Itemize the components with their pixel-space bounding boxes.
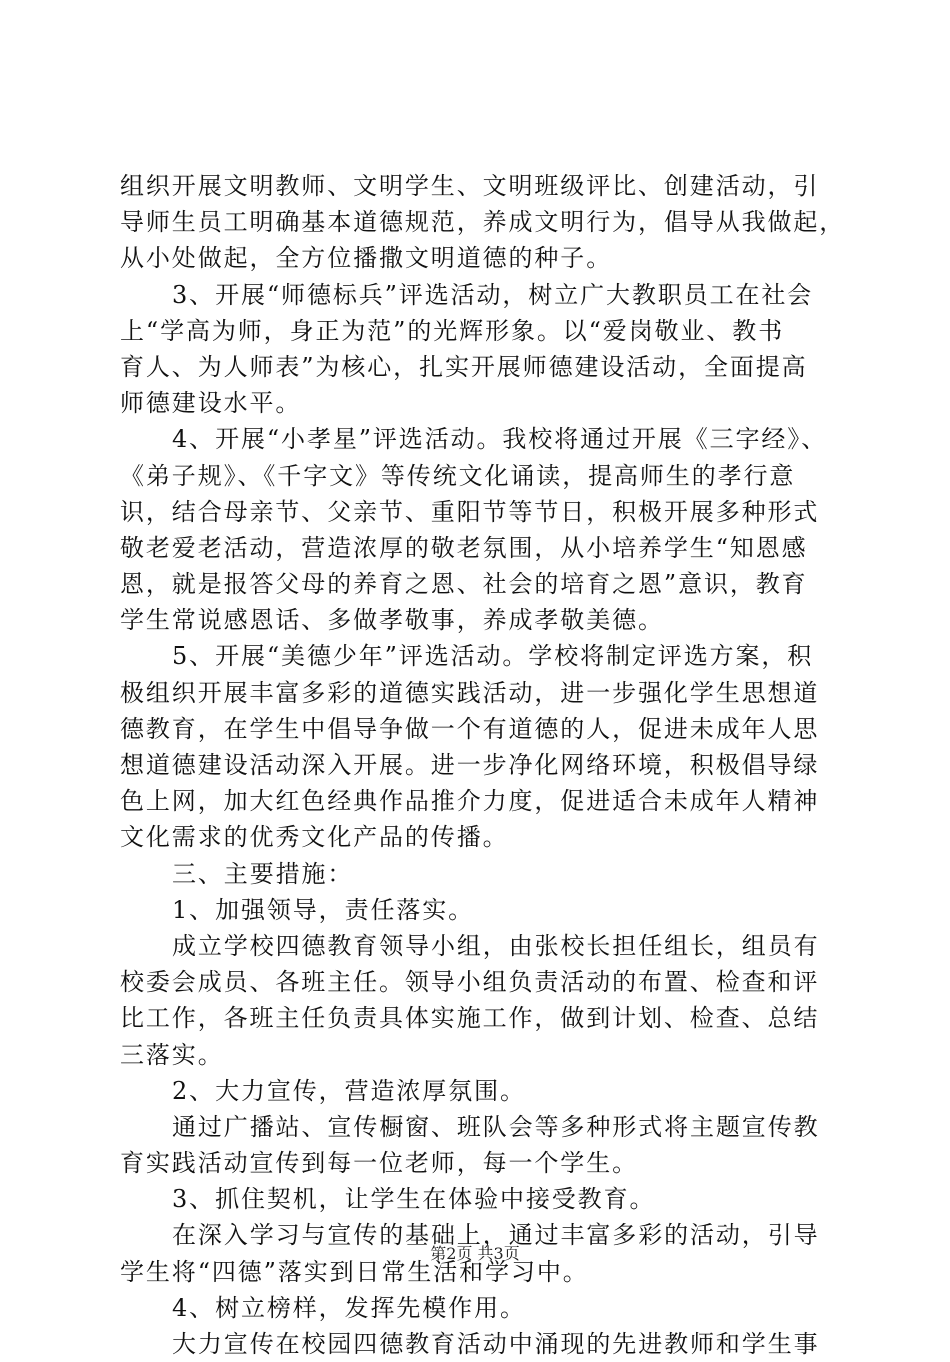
text-line: 2、大力宣传，营造浓厚氛围。 bbox=[172, 1076, 526, 1105]
text-line: 育人、为人师表”为核心，扎实开展师德建设活动，全面提高 bbox=[120, 352, 808, 381]
text-line: 师德建设水平。 bbox=[120, 389, 302, 418]
document-body bbox=[120, 168, 846, 1362]
text-line: 德教育，在学生中倡导争做一个有道德的人，促进未成年人思 bbox=[120, 714, 820, 743]
text-line: 上“学高为师，身正为范”的光辉形象。以“爱岗敬业、教书 bbox=[120, 316, 785, 345]
text-line: 比工作，各班主任负责具体实施工作，做到计划、检查、总结 bbox=[120, 1004, 820, 1033]
text-line: 三、主要措施： bbox=[172, 859, 354, 888]
text-line: 极组织开展丰富多彩的道德实践活动，进一步强化学生思想道 bbox=[120, 678, 820, 707]
text-line: 色上网，加大红色经典作品推介力度，促进适合未成年人精神 bbox=[120, 787, 820, 816]
text-line: 校委会成员、各班主任。领导小组负责活动的布置、检查和评 bbox=[120, 968, 820, 997]
text-line: 学生常说感恩话、多做孝敬事，养成孝敬美德。 bbox=[120, 606, 664, 635]
text-line: 通过广播站、宣传橱窗、班队会等多种形式将主题宣传教 bbox=[172, 1112, 820, 1141]
text-line: 4、树立榜样，发挥先模作用。 bbox=[172, 1293, 526, 1322]
text-line: 敬老爱老活动，营造浓厚的敬老氛围，从小培养学生“知恩感 bbox=[120, 533, 808, 562]
text-line: 三落实。 bbox=[120, 1040, 224, 1069]
text-line: 3、抓住契机，让学生在体验中接受教育。 bbox=[172, 1185, 656, 1214]
text-line: 文化需求的优秀文化产品的传播。 bbox=[120, 823, 509, 852]
text-line: 育实践活动宣传到每一位老师，每一个学生。 bbox=[120, 1149, 638, 1178]
text-line: 识，结合母亲节、父亲节、重阳节等节日，积极开展多种形式 bbox=[120, 497, 820, 526]
text-line: 4、开展“小孝星”评选活动。我校将通过开展《三字经》、 bbox=[172, 425, 828, 454]
text-line: 在深入学习与宣传的基础上，通过丰富多彩的活动，引导 bbox=[172, 1221, 820, 1250]
page-footer: 第2页 共3页 bbox=[430, 1244, 520, 1263]
text-line: 大力宣传在校园四德教育活动中涌现的先进教师和学生事 bbox=[172, 1330, 820, 1358]
text-line: 导师生员工明确基本道德规范，养成文明行为，倡导从我做起， bbox=[120, 208, 846, 237]
text-line: 1、加强领导，责任落实。 bbox=[172, 895, 475, 924]
text-line: 5、开展“美德少年”评选活动。学校将制定评选方案，积 bbox=[172, 642, 814, 671]
text-line: 3、开展“师德标兵”评选活动，树立广大教职员工在社会 bbox=[172, 280, 814, 309]
text-line: 《弟子规》、《千字文》等传统文化诵读，提高师生的孝行意 bbox=[120, 461, 796, 490]
text-line: 恩，就是报答父母的养育之恩、社会的培育之恩”意识，教育 bbox=[120, 570, 808, 599]
text-line: 想道德建设活动深入开展。进一步净化网络环境，积极倡导绿 bbox=[120, 751, 820, 779]
text-line: 从小处做起，全方位播撒文明道德的种子。 bbox=[120, 244, 613, 273]
text-line: 组织开展文明教师、文明学生、文明班级评比、创建活动，引 bbox=[120, 172, 820, 200]
text-line: 学生将“四德”落实到日常生活和学习中。 bbox=[120, 1257, 589, 1286]
text-line: 成立学校四德教育领导小组，由张校长担任组长，组员有 bbox=[172, 931, 820, 960]
